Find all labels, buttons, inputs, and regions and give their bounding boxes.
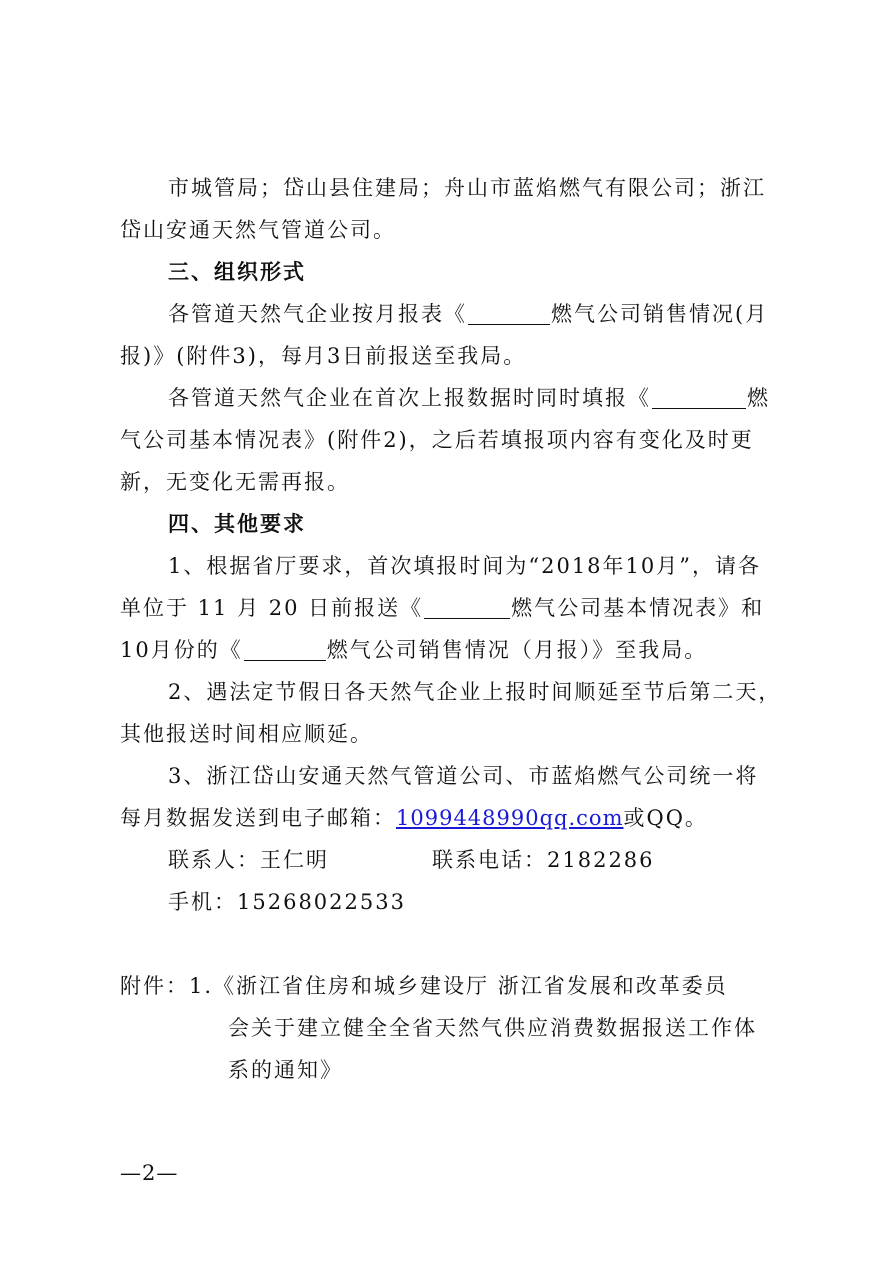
fill-in-blank [468, 302, 550, 325]
email-link[interactable]: 1099448990qq.com [396, 806, 624, 830]
paragraph-line [168, 299, 768, 329]
text: 燃气公司销售情况(月 [551, 302, 769, 326]
text: 岱山安通天然气管道公司。 [120, 218, 396, 242]
text: 报)》(附件3)，每月3日前报送至我局。 [120, 344, 527, 368]
text: 会关于建立健全全省天然气供应消费数据报送工作体 [228, 1016, 757, 1040]
contact-person: 联系人：王仁明 [168, 848, 329, 872]
paragraph-line [168, 173, 766, 203]
section-heading-4: 四、其他要求 [168, 512, 306, 536]
text: 燃 [747, 386, 770, 410]
fill-in-blank [244, 638, 326, 661]
section-heading-3: 三、组织形式 [168, 260, 306, 284]
paragraph-line [120, 341, 526, 371]
paragraph-line [120, 635, 707, 665]
page-number: —2— [120, 1161, 179, 1185]
text: 气公司基本情况表》(附件2)，之后若填报项内容有变化及时更 [120, 428, 754, 452]
text: 10月份的《 [120, 638, 243, 662]
paragraph-line [120, 215, 396, 245]
text: 其他报送时间相应顺延。 [120, 722, 373, 746]
paragraph-line [120, 593, 764, 623]
paragraph-line [120, 803, 708, 833]
text: 市城管局；岱山县住建局；舟山市蓝焰燃气有限公司；浙江 [168, 176, 766, 200]
paragraph-line [168, 551, 761, 581]
text: 各管道天然气企业按月报表《 [168, 302, 467, 326]
text: 1、根据省厅要求，首次填报时间为“2018年10月”，请各 [168, 554, 761, 578]
text: 每月数据发送到电子邮箱： [120, 806, 396, 830]
text: 2、遇法定节假日各天然气企业上报时间顺延至节后第二天， [168, 680, 782, 704]
text: 附件：1.《浙江省住房和城乡建设厅 浙江省发展和改革委员 [120, 974, 728, 998]
attachment-line [228, 1055, 343, 1085]
paragraph-line [168, 677, 781, 707]
fill-in-blank [424, 596, 510, 619]
text: 3、浙江岱山安通天然气管道公司、市蓝焰燃气公司统一将 [168, 764, 759, 788]
paragraph-line [120, 425, 754, 455]
text: 单位于 11 月 20 日前报送《 [120, 596, 424, 620]
text: 或QQ。 [623, 806, 708, 830]
fill-in-blank [652, 386, 746, 409]
text: 系的通知》 [228, 1058, 343, 1082]
text: 燃气公司基本情况表》和 [511, 596, 765, 620]
attachment-line [120, 971, 728, 1001]
text: 燃气公司销售情况（月报）》至我局。 [326, 638, 708, 662]
paragraph-line [120, 719, 373, 749]
paragraph-line [168, 383, 770, 413]
paragraph-line [168, 761, 758, 791]
text: 各管道天然气企业在首次上报数据时同时填报《 [168, 386, 651, 410]
text: 新，无变化无需再报。 [120, 470, 350, 494]
paragraph-line [120, 467, 350, 497]
contact-mobile: 手机：15268022533 [168, 890, 406, 914]
attachment-line [228, 1013, 757, 1043]
contact-phone: 联系电话：2182286 [432, 848, 655, 872]
